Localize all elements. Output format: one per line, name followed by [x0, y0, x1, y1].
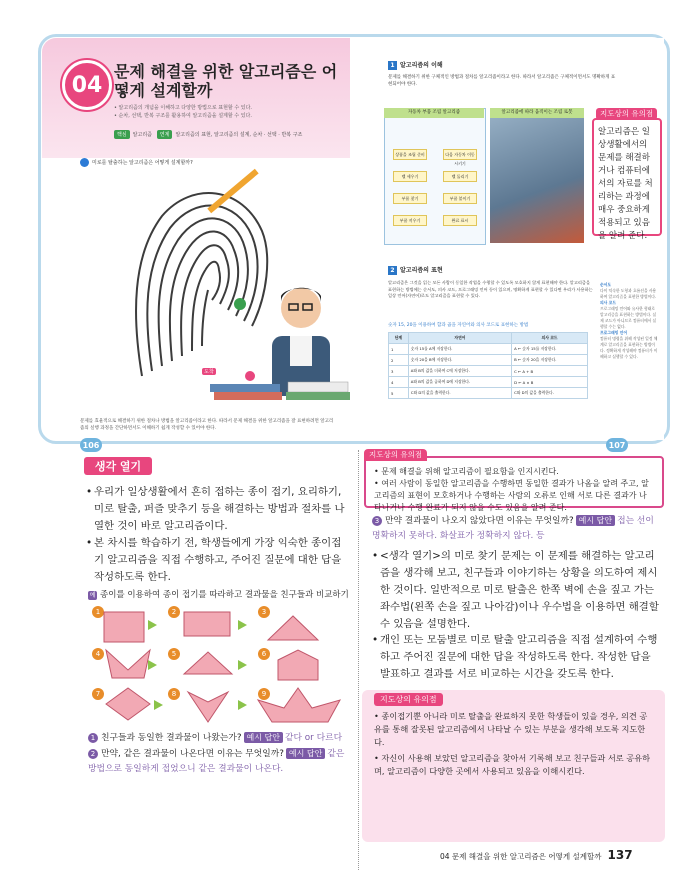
page-number: 137 [607, 848, 633, 862]
section-1-heading: 1 알고리즘의 이해 [388, 60, 443, 70]
left-textbook-page [42, 38, 350, 440]
table-row: 5 C와 D의 값을 출력한다. C와 D의 값을 출력한다. [389, 388, 588, 399]
section-1-text: 문제를 해결하기 위한 구체적인 방법과 절차를 알고리즘이라고 한다. 따라서 알고리즘은 구체적이면서도 명확하게 표현되어야 한다. [388, 75, 616, 87]
table-row: 1 숫자 15를 A에 저장한다. A ← 숫자 15를 저장한다. [389, 344, 588, 355]
table-row: 3 A와 B의 값을 더하여 C에 저장한다. C ← A + B [389, 366, 588, 377]
books-illustration [210, 368, 350, 404]
core-tag: 핵심 [114, 130, 130, 139]
maze-start-marker [234, 298, 246, 310]
maze-question: 미로를 탈출하는 알고리즘은 어떻게 설계할까? [80, 158, 193, 167]
page-number-107: 107 [606, 438, 628, 452]
step-arrow-icon [148, 660, 157, 670]
teaching-tip-label: 지도상의 유의점 [596, 108, 657, 120]
step-arrow-icon [238, 660, 247, 670]
table-row: 2 숫자 20을 B에 저장한다. B ← 숫자 20을 저장한다. [389, 355, 588, 366]
question-2: 2 만약, 같은 결과물이 나온다면 이유는 무엇일까? 예시 답안 같은 방법으로 동일하게 접었으니 같은 결과물이 나온다. [88, 749, 345, 774]
table-row: 4 A와 B의 값을 곱하여 D에 저장한다. D ← A × B [389, 377, 588, 388]
step-arrow-icon [154, 700, 163, 710]
chapter-tags: 핵심 알고리즘 연계 알고리즘의 표현, 알고리즘의 설계, 순차 · 선택 · 반복 구조 [114, 130, 346, 139]
step-arrow-icon [238, 700, 247, 710]
column-divider [358, 450, 359, 870]
table-caption: 숫자 15, 20을 이용하여 합과 곱을 자연어와 의사 코드로 표현하는 방법 [388, 323, 529, 328]
think-bullet-2: • 본 차시를 학습하기 전, 학생들에게 가장 익숙한 종이접기 알고리즘을 직접 수행하고, 주어진 질문에 대한 답을 작성하도록 한다. [86, 537, 342, 583]
folding-diagrams [88, 604, 350, 726]
chapter-number-badge: 04 [62, 60, 112, 110]
question-3: 3 만약 결과물이 나오지 않았다면 이유는 무엇일까? 예시 답안 접는 선이 명확하지 못하다. 화살표가 정확하지 않다. 등 [372, 516, 654, 541]
margin-notes: 순서도 다이 익숙한 도형과 흐름선을 사용하여 알고리즘을 표현한 방법이다. 의사 코드 프로그래밍 언어와 유사한 형태로 알고리즘을 표현하는 방법이다. 실제 코드가 아니므로 컴퓨터에서 실행할 수는 없다. 프로그래밍 언어 컴퓨터 명령을 위해 작성된 일정 체계로 알고리즘을 표현하는 방법이다. 정확하게 작성해야 컴퓨터가 이해하고 실행할 수 있다. [600, 282, 658, 359]
question-icon [80, 158, 89, 167]
fingerprint-maze-illustration [122, 176, 272, 381]
assembly-flowchart: 상품을 조립 준비 다음 자동차 이동시키기 벨 세우기 벨 돌리기 부품 찾기 부품 붙이기 부품 끼우기 완료 표시 [384, 108, 486, 245]
page-footer: 04 문제 해결을 위한 알고리즘은 어떻게 설계할까 137 [440, 848, 633, 862]
guide-notes-box: • 종이접기뿐 아니라 미로 탈출을 완료하지 못한 학생들이 있을 경우, 의견 공유를 통해 잘못된 알고리즘에서 나타날 수 있는 부분을 생각해 보도록 지도한다. • 자신이 사용해 보았던 알고리즘을 찾아서 기록해 보고 친구들과 서로 공유하며, 알고리즘이 다양한 곳에서 사용되고 있음을 이해시킨다. [362, 690, 665, 842]
flowchart-title: 자동차 부품 조립 알고리즘 [384, 108, 484, 118]
guide-notes-label: 지도상의 유의점 [374, 693, 443, 706]
question-1: 1 친구들과 동일한 결과물이 나왔는가? 예시 답안 같다 or 다르다 [88, 731, 350, 746]
page-number-106: 106 [80, 438, 102, 452]
maze-end-label: 도착 [204, 369, 214, 375]
robot-photo-title: 알고리즘에 따라 움직이는 조립 로봇 [490, 108, 584, 118]
chapter-title: 문제 해결을 위한 알고리즘은 어떻게 설계할까 [114, 62, 338, 100]
right-bullet-2: • 개인 또는 모둠별로 미로 탈출 알고리즘을 직접 설계하여 수행하고 주어진 질문에 대한 답을 작성하도록 한다. 작성한 답을 발표하고 결과를 서로 비교하는 시간을 갖도록 한다. [372, 634, 658, 680]
caution-label: 지도상의 유의점 [364, 449, 427, 461]
think-bullet-1: • 우리가 일상생활에서 흔히 접하는 종이 접기, 요리하기, 미로 탈출, 퍼즐 맞추기 등을 해결하는 방법과 절차를 나열한 것이 바로 알고리즘이다. [86, 486, 345, 532]
section-2-heading: 2 알고리즘의 표현 [388, 265, 443, 275]
teaching-tip-box: 알고리즘은 일상생활에서의 문제를 해결하거나 컴퓨터에서의 자료를 처리하는 과정에 매우 중요하게 적용되고 있음을 알려 준다. [592, 118, 662, 236]
activity-instruction: 예 종이를 이용하여 종이 접기를 따라하고 결과물을 친구들과 비교하기 [89, 590, 349, 600]
link-tag: 연계 [157, 130, 173, 139]
chapter-goals: • 알고리즘의 개념을 이해하고 다양한 방법으로 표현할 수 있다. • 순차, 선택, 반복 구조를 활용하여 알고리즘을 설계할 수 있다. [114, 105, 253, 119]
step-arrow-icon [238, 620, 247, 630]
right-bullet-1: • <생각 열기>의 미로 찾기 문제는 이 문제를 해결하는 알고리즘을 생각해 보고, 친구들과 이야기하는 상황을 의도하여 제시한 것이다. 일반적으로 미로 탈출은 한쪽 벽에 손을 짚고 가는 좌수법(왼쪽 손을 짚고 나아감)이나 우수법을 이용하면 해결할 수 있음을 설명한다. [372, 550, 659, 630]
section-2-text: 알고리즘은 그것을 읽는 모든 사람이 동일한 작업을 수행할 수 있도록 모호하지 않게 표현해야 한다. 알고리즘을 표현하는 방법에는 순서도, 의사 코드, 프로그래밍 언어 등이 있으며, 명확하게 표현할 수 있다면 우리가 사용하는 일상 언어(자연어)로도 알고리즘을 표현할 수 있다. [388, 280, 593, 298]
robot-photo [490, 108, 584, 243]
algorithm-table: 단계 자연어 의사 코드 1 숫자 15를 A에 저장한다. A ← 숫자 15를 저장한다. 2 숫자 20을 B에 저장한다. B ← 숫자 20을 저장한다. 3 A와 B의 값을 더하여 C에 저장한다. C ← A + B 4 A와 B의 값을 곱하여 D에 저장한다. D ← A × B 5 C와 D의 값을 출력한다. C와 D의 값을 출력한다. [388, 332, 588, 399]
maze-start-label: 출발 [196, 265, 206, 271]
think-section-title: 생각 열기 [84, 457, 152, 475]
paper-folding-steps: 1 2 3 4 5 6 7 8 9 [88, 604, 350, 726]
caution-box: • 문제 해결을 위해 알고리즘이 필요함을 인지시킨다. • 여러 사람이 동일한 알고리즘을 수행하면 동일한 결과가 나옴을 알려 주고, 알고리즘의 표현이 모호하거나 수행하는 사람의 오류로 인해 서로 다른 결과가 나타나거나 수행 완료가 되지 않을 수도 있음을 알려 준다. [364, 456, 664, 508]
step-arrow-icon [148, 620, 157, 630]
left-page-footnote: 문제를 효율적으로 해결하기 위한 절차나 방법을 알고리즘이라고 한다. 따라서 문제 해결을 위한 알고리즘을 잘 표현하려면 알고리즘의 실행 과정을 간단하면서도 이해하기 쉽게 작성할 수 있어야 한다. [80, 419, 334, 431]
